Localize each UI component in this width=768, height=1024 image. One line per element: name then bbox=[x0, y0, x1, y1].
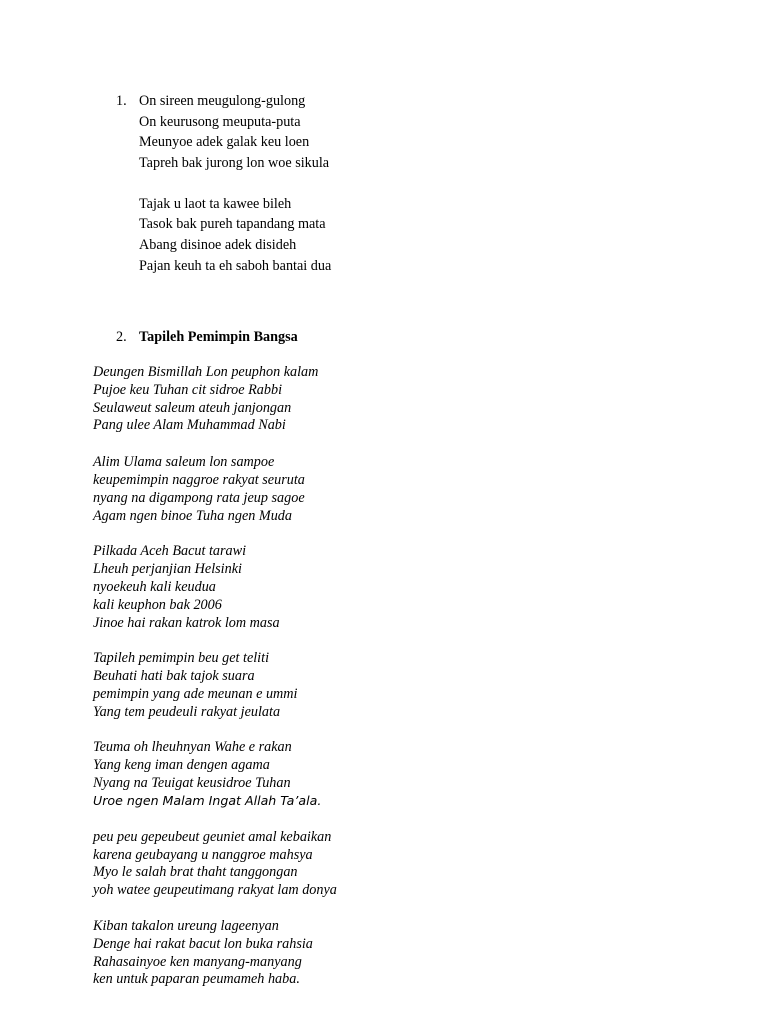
poem2-line: Jinoe hai rakan katrok lom masa bbox=[93, 615, 280, 631]
poem2-line: Uroe ngen Malam Ingat Allah Ta’ala. bbox=[93, 793, 322, 808]
poem2-line: Kiban takalon ureung lageenyan bbox=[93, 918, 279, 934]
poem2-line: Yang tem peudeuli rakyat jeulata bbox=[93, 704, 281, 720]
poem2-line: pemimpin yang ade meunan e ummi bbox=[93, 686, 298, 702]
poem2-line: Yang keng iman dengen agama bbox=[93, 757, 270, 773]
poem2-line: kali keuphon bak 2006 bbox=[93, 597, 222, 613]
poem2-line: Tapileh pemimpin beu get teliti bbox=[93, 650, 270, 666]
poem2-line: Myo le salah brat thaht tanggongan bbox=[93, 864, 298, 880]
poem2-line: Teuma oh lheuhnyan Wahe e rakan bbox=[93, 739, 292, 755]
poem2-line: Agam ngen binoe Tuha ngen Muda bbox=[93, 508, 292, 524]
poem2-line: karena geubayang u nanggroe mahsya bbox=[93, 847, 313, 863]
poem2-line: Rahasainyoe ken manyang-manyang bbox=[93, 954, 302, 970]
poem1-line: Abang disinoe adek disideh bbox=[139, 237, 297, 253]
poem2-line: Deungen Bismillah Lon peuphon kalam bbox=[93, 364, 319, 380]
poem1-line: Tajak u laot ta kawee bileh bbox=[139, 196, 292, 212]
poem2-line: peu peu gepeubeut geuniet amal kebaikan bbox=[93, 829, 332, 845]
poem2-line: Nyang na Teuigat keusidroe Tuhan bbox=[93, 775, 291, 791]
poem1-line: On keurusong meuputa-puta bbox=[139, 114, 301, 130]
list-number-2: 2. bbox=[116, 329, 127, 345]
poem2-line: nyoekeuh kali keudua bbox=[93, 579, 216, 595]
poem2-line: yoh watee geupeutimang rakyat lam donya bbox=[93, 882, 337, 898]
poem2-line: keupemimpin naggroe rakyat seuruta bbox=[93, 472, 305, 488]
poem2-line: Alim Ulama saleum lon sampoe bbox=[93, 454, 275, 470]
poem1-line: On sireen meugulong-gulong bbox=[139, 93, 306, 109]
poem2-line: Seulaweut saleum ateuh janjongan bbox=[93, 400, 292, 416]
poem2-line: nyang na digampong rata jeup sagoe bbox=[93, 490, 305, 506]
poem2-line: Beuhati hati bak tajok suara bbox=[93, 668, 255, 684]
poem2-line: Lheuh perjanjian Helsinki bbox=[93, 561, 242, 577]
poem1-line: Tapreh bak jurong lon woe sikula bbox=[139, 155, 330, 171]
poem2-line: ken untuk paparan peumameh haba. bbox=[93, 971, 300, 987]
list-number-1: 1. bbox=[116, 93, 127, 109]
poem2-line: Pujoe keu Tuhan cit sidroe Rabbi bbox=[93, 382, 283, 398]
poem2-line: Denge hai rakat bacut lon buka rahsia bbox=[93, 936, 313, 952]
poem2-line: Pilkada Aceh Bacut tarawi bbox=[93, 543, 247, 559]
poem2-title: Tapileh Pemimpin Bangsa bbox=[139, 329, 298, 345]
poem1-line: Pajan keuh ta eh saboh bantai dua bbox=[139, 258, 332, 274]
poem2-line: Pang ulee Alam Muhammad Nabi bbox=[93, 417, 286, 433]
poem1-line: Meunyoe adek galak keu loen bbox=[139, 134, 310, 150]
poem1-line: Tasok bak pureh tapandang mata bbox=[139, 216, 326, 232]
